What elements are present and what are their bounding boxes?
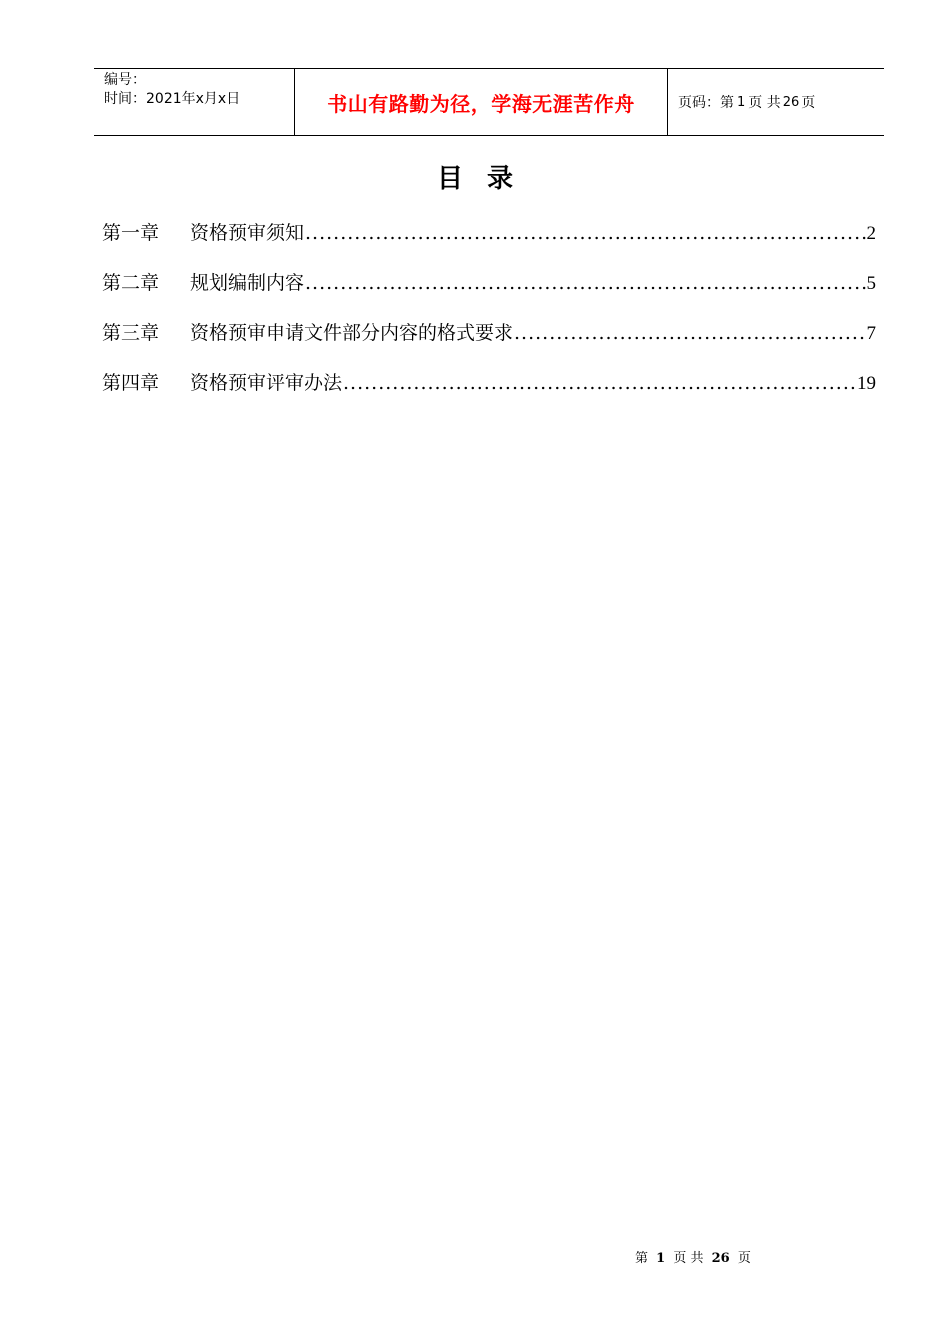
toc-page-number: 5: [866, 273, 876, 294]
toc-chapter-number: 第三章: [102, 322, 160, 344]
footer-page-current: 1: [656, 1251, 666, 1266]
toc-page-number: 19: [857, 373, 876, 394]
toc-entry[interactable]: [102, 368, 876, 418]
page-header: [94, 68, 884, 136]
toc-title: 目录: [436, 164, 537, 194]
header-meta: [94, 69, 295, 135]
toc-dot-leader: [514, 322, 865, 344]
document-number-label: 编号：: [104, 72, 146, 88]
toc-chapter-title: 规划编制内容: [190, 272, 305, 294]
header-page-current: 1: [737, 94, 746, 110]
header-page-suffix: 页: [801, 95, 816, 111]
page-footer: [633, 1247, 753, 1266]
toc-chapter-title: 资格预审申请文件部分内容的格式要求: [190, 322, 514, 344]
toc-chapter-title: 资格预审评审办法: [190, 372, 343, 394]
footer-suffix: 页: [737, 1251, 751, 1266]
toc-dot-leader: [305, 272, 865, 294]
footer-page-total: 26: [711, 1251, 730, 1266]
header-motto-cell: [295, 69, 668, 135]
header-page-prefix: 页码：第: [678, 95, 734, 111]
toc-entry[interactable]: [102, 318, 876, 368]
toc-page-number: 2: [866, 223, 876, 244]
toc-chapter-number: 第一章: [102, 222, 160, 244]
table-of-contents: [102, 218, 876, 418]
toc-chapter-number: 第二章: [102, 272, 160, 294]
toc-chapter-number: 第四章: [102, 372, 160, 394]
header-motto: 书山有路勤为径，学海无涯苦作舟: [327, 91, 635, 116]
document-time-label: 时间：2021年x月x日: [104, 91, 241, 107]
footer-prefix: 第: [635, 1251, 649, 1266]
footer-mid: 页 共: [673, 1251, 704, 1266]
header-page-info: [668, 69, 884, 135]
toc-page-number: 7: [866, 323, 876, 344]
toc-dot-leader: [305, 222, 865, 244]
toc-entry[interactable]: [102, 218, 876, 268]
toc-dot-leader: [343, 372, 856, 394]
header-page-mid: 页 共: [748, 95, 781, 111]
toc-chapter-title: 资格预审须知: [190, 222, 305, 244]
toc-entry[interactable]: [102, 268, 876, 318]
header-page-total: 26: [782, 94, 800, 110]
